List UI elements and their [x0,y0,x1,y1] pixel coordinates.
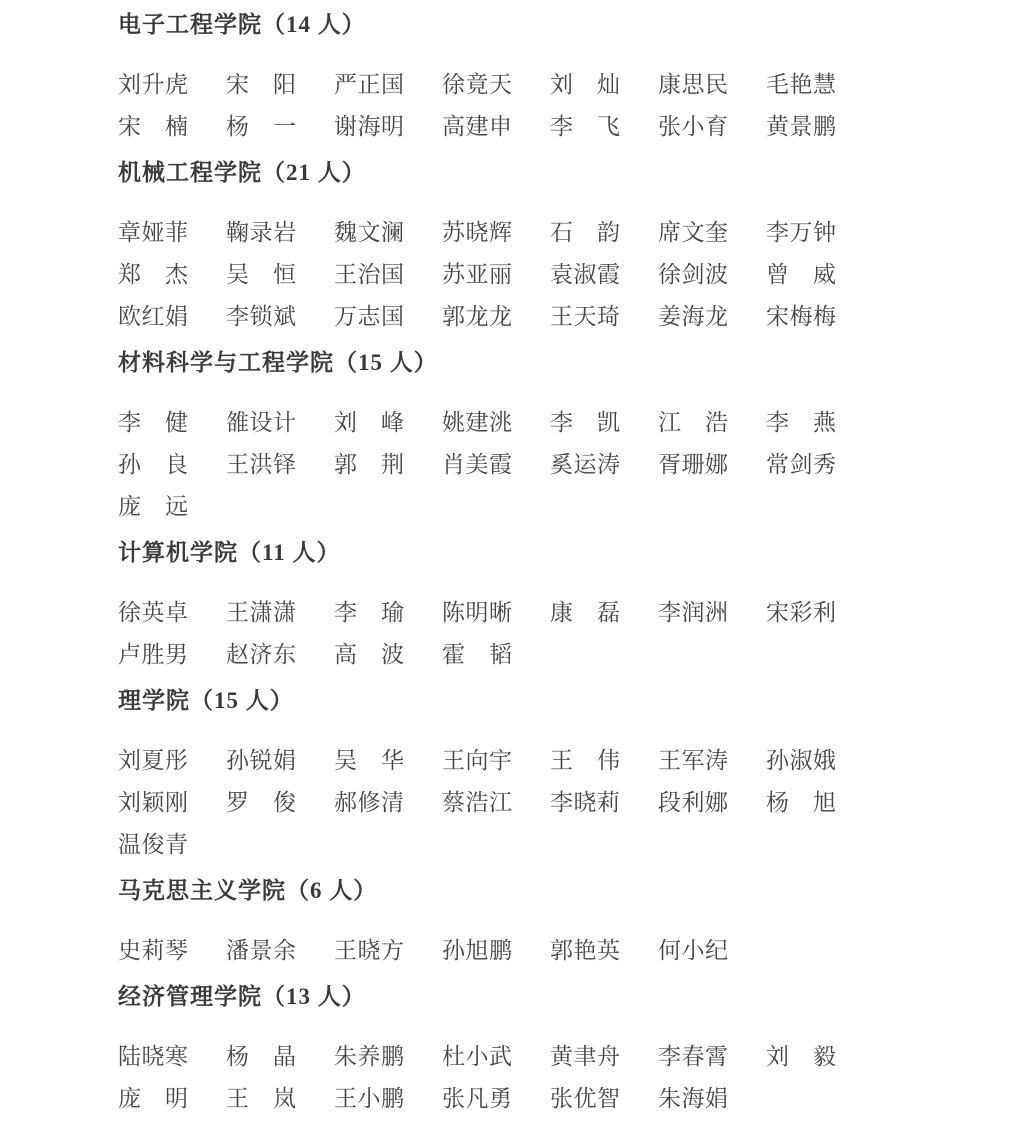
person-name: 康磊 [550,600,620,625]
person-name: 刘夏彤 [118,748,188,773]
person-name: 李锁斌 [226,304,296,329]
college-title: 机械工程学院（21 人） [118,160,366,185]
person-name: 刘灿 [550,72,620,97]
college-title: 计算机学院（11 人） [118,540,341,565]
college-title: 理学院（15 人） [118,688,294,713]
name-row [118,1036,964,1078]
person-name: 杨晶 [226,1044,296,1069]
name-row [118,254,964,296]
college-section [118,158,964,338]
person-name: 刘峰 [334,410,404,435]
person-name: 姜海龙 [658,304,728,329]
person-name: 袁淑霞 [550,262,620,287]
person-name: 王伟 [550,748,620,773]
person-name: 谢海明 [334,114,404,139]
person-name: 肖美霞 [442,452,512,477]
name-rows [118,740,964,866]
person-name: 黄聿舟 [550,1044,620,1069]
person-name: 曾威 [766,262,836,287]
person-name: 王晓方 [334,938,404,963]
person-name: 孙旭鹏 [442,938,512,963]
person-name: 庞远 [118,494,188,519]
name-row [118,402,964,444]
person-name: 张优智 [550,1086,620,1111]
person-name: 宋梅梅 [766,304,836,329]
person-name: 刘毅 [766,1044,836,1069]
person-name: 郝修清 [334,790,404,815]
person-name: 席文奎 [658,220,728,245]
person-name: 王岚 [226,1086,296,1111]
person-name: 潘景余 [226,938,296,963]
person-name: 李晓莉 [550,790,620,815]
person-name: 陈明晰 [442,600,512,625]
name-rows [118,212,964,338]
college-section [118,982,964,1120]
person-name: 段利娜 [658,790,728,815]
name-row [118,486,964,528]
person-name: 李润洲 [658,600,728,625]
person-name: 刘颖刚 [118,790,188,815]
name-row [118,930,964,972]
person-name: 郭荆 [334,452,404,477]
person-name: 胥珊娜 [658,452,728,477]
person-name: 章娅菲 [118,220,188,245]
person-name: 李万钟 [766,220,836,245]
college-section [118,538,964,676]
name-rows [118,64,964,148]
person-name: 杨旭 [766,790,836,815]
person-name: 徐英卓 [118,600,188,625]
person-name: 石韵 [550,220,620,245]
college-section [118,876,964,972]
name-row [118,782,964,824]
person-name: 王洪铎 [226,452,296,477]
person-name: 王小鹏 [334,1086,404,1111]
name-row [118,106,964,148]
person-name: 万志国 [334,304,404,329]
person-name: 王潇潇 [226,600,296,625]
name-row [118,64,964,106]
person-name: 李瑜 [334,600,404,625]
person-name: 罗俊 [226,790,296,815]
person-name: 张凡勇 [442,1086,512,1111]
name-rows [118,402,964,528]
college-section [118,686,964,866]
person-name: 朱海娟 [658,1086,728,1111]
person-name: 陆晓寒 [118,1044,188,1069]
person-name: 毛艳慧 [766,72,836,97]
person-name: 何小纪 [658,938,728,963]
college-title: 经济管理学院（13 人） [118,984,366,1009]
person-name: 李健 [118,410,188,435]
person-name: 王军涛 [658,748,728,773]
name-row [118,592,964,634]
person-name: 高建申 [442,114,512,139]
name-row [118,824,964,866]
person-name: 宋楠 [118,114,188,139]
person-name: 孙锐娟 [226,748,296,773]
name-row [118,212,964,254]
person-name: 张小育 [658,114,728,139]
person-name: 李春霄 [658,1044,728,1069]
person-name: 杨一 [226,114,296,139]
person-name: 郭龙龙 [442,304,512,329]
person-name: 郭艳英 [550,938,620,963]
person-name: 刘升虎 [118,72,188,97]
person-name: 赵济东 [226,642,296,667]
person-name: 史莉琴 [118,938,188,963]
person-name: 杜小武 [442,1044,512,1069]
person-name: 奚运涛 [550,452,620,477]
person-name: 朱养鹏 [334,1044,404,1069]
person-name: 徐竟天 [442,72,512,97]
person-name: 吴恒 [226,262,296,287]
person-name: 江浩 [658,410,728,435]
person-name: 王天琦 [550,304,620,329]
person-name: 魏文澜 [334,220,404,245]
name-row [118,634,964,676]
person-name: 宋阳 [226,72,296,97]
person-name: 王向宇 [442,748,512,773]
person-name: 庞明 [118,1086,188,1111]
name-row [118,1078,964,1120]
person-name: 李飞 [550,114,620,139]
college-section [118,348,964,528]
person-name: 姚建洮 [442,410,512,435]
name-row [118,444,964,486]
person-name: 孙良 [118,452,188,477]
person-name: 蔡浩江 [442,790,512,815]
person-name: 康思民 [658,72,728,97]
person-name: 卢胜男 [118,642,188,667]
name-row [118,296,964,338]
person-name: 雒设计 [226,410,296,435]
person-name: 霍韬 [442,642,512,667]
person-name: 徐剑波 [658,262,728,287]
person-name: 鞠录岩 [226,220,296,245]
college-title: 材料科学与工程学院（15 人） [118,350,438,375]
person-name: 常剑秀 [766,452,836,477]
name-row [118,740,964,782]
college-title: 马克思主义学院（6 人） [118,878,378,903]
person-name: 欧红娟 [118,304,188,329]
name-rows [118,930,964,972]
person-name: 吴华 [334,748,404,773]
person-name: 高波 [334,642,404,667]
person-name: 苏亚丽 [442,262,512,287]
person-name: 温俊青 [118,832,188,857]
person-name: 严正国 [334,72,404,97]
person-name: 苏晓辉 [442,220,512,245]
person-name: 宋彩利 [766,600,836,625]
person-name: 李凯 [550,410,620,435]
person-name: 孙淑娥 [766,748,836,773]
college-section [118,10,964,148]
college-title: 电子工程学院（14 人） [118,12,366,37]
name-rows [118,592,964,676]
person-name: 郑杰 [118,262,188,287]
person-name: 王治国 [334,262,404,287]
name-rows [118,1036,964,1120]
person-name: 李燕 [766,410,836,435]
person-name: 黄景鹏 [766,114,836,139]
